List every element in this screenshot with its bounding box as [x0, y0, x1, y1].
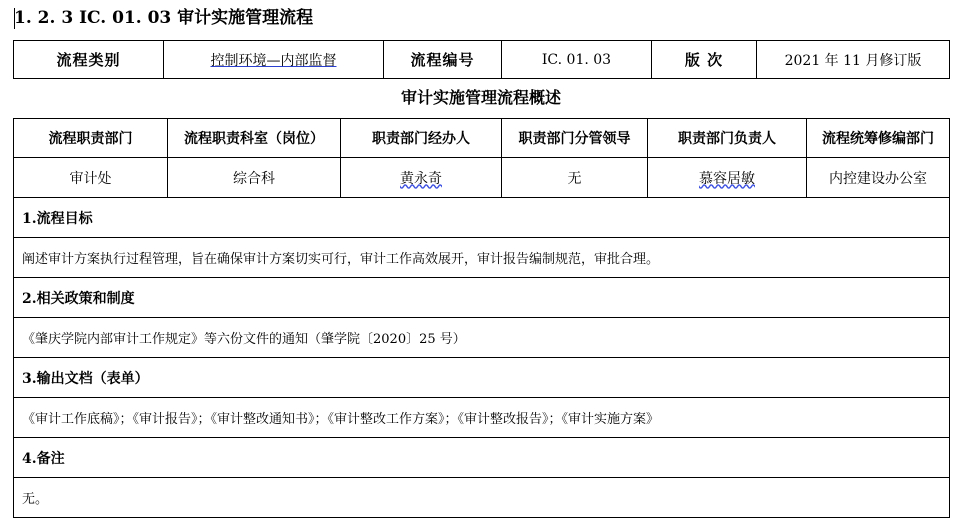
section-title-row	[14, 438, 950, 478]
section-heading: 1. 2. 3 IC. 01. 03 审计实施管理流程	[14, 8, 314, 28]
header-responsible-dept: 流程职责部门	[14, 119, 168, 158]
header-responsible-section: 流程职责科室（岗位）	[168, 119, 341, 158]
value-dept-head[interactable]	[648, 158, 807, 198]
dept-head-name: 慕容居敏	[699, 170, 755, 187]
overview-table	[13, 118, 950, 518]
number-label: 流程编号	[384, 41, 502, 79]
section-content-outputs[interactable]: 《审计工作底稿》；《审计报告》；《审计整改通知书》；《审计整改工作方案》；《审计整改报告》；《审计实施方案》	[14, 398, 950, 438]
value-leader-in-charge[interactable]: 无	[502, 158, 648, 198]
section-title-policies: 2.相关政策和制度	[14, 278, 950, 318]
handler-name: 黄永奇	[400, 170, 442, 187]
header-handler: 职责部门经办人	[341, 119, 502, 158]
category-value[interactable]	[164, 41, 384, 79]
header-leader-in-charge: 职责部门分管领导	[502, 119, 648, 158]
section-title-goal: 1.流程目标	[14, 198, 950, 238]
section-content-goal[interactable]: 阐述审计方案执行过程管理，旨在确保审计方案切实可行，审计工作高效展开，审计报告编制规范，审批合理。	[14, 238, 950, 278]
section-content-row	[14, 478, 950, 518]
value-coordination-dept[interactable]: 内控建设办公室	[807, 158, 950, 198]
process-info-table	[13, 40, 950, 79]
section-title-row	[14, 278, 950, 318]
version-value[interactable]: 2021 年 11 月修订版	[757, 41, 950, 79]
category-label: 流程类别	[14, 41, 164, 79]
category-value-text: 控制环境—内部监督	[210, 52, 337, 69]
process-info-row	[14, 41, 950, 79]
number-value[interactable]: IC. 01. 03	[502, 41, 652, 79]
section-content-row	[14, 318, 950, 358]
version-label: 版 次	[652, 41, 757, 79]
section-content-notes[interactable]: 无。	[14, 478, 950, 518]
section-title-row	[14, 198, 950, 238]
roles-value-row	[14, 158, 950, 198]
section-content-row	[14, 238, 950, 278]
roles-header-row	[14, 119, 950, 158]
header-coordination-dept: 流程统筹修编部门	[807, 119, 950, 158]
section-content-policies[interactable]: 《肇庆学院内部审计工作规定》等六份文件的通知（肇学院〔2020〕25 号）	[14, 318, 950, 358]
value-handler[interactable]	[341, 158, 502, 198]
header-dept-head: 职责部门负责人	[648, 119, 807, 158]
overview-title: 审计实施管理流程概述	[400, 88, 561, 107]
value-responsible-dept[interactable]: 审计处	[14, 158, 168, 198]
section-title-outputs: 3.输出文档（表单）	[14, 358, 950, 398]
section-title-row	[14, 358, 950, 398]
value-responsible-section[interactable]: 综合科	[168, 158, 341, 198]
section-content-row	[14, 398, 950, 438]
section-title-notes: 4.备注	[14, 438, 950, 478]
